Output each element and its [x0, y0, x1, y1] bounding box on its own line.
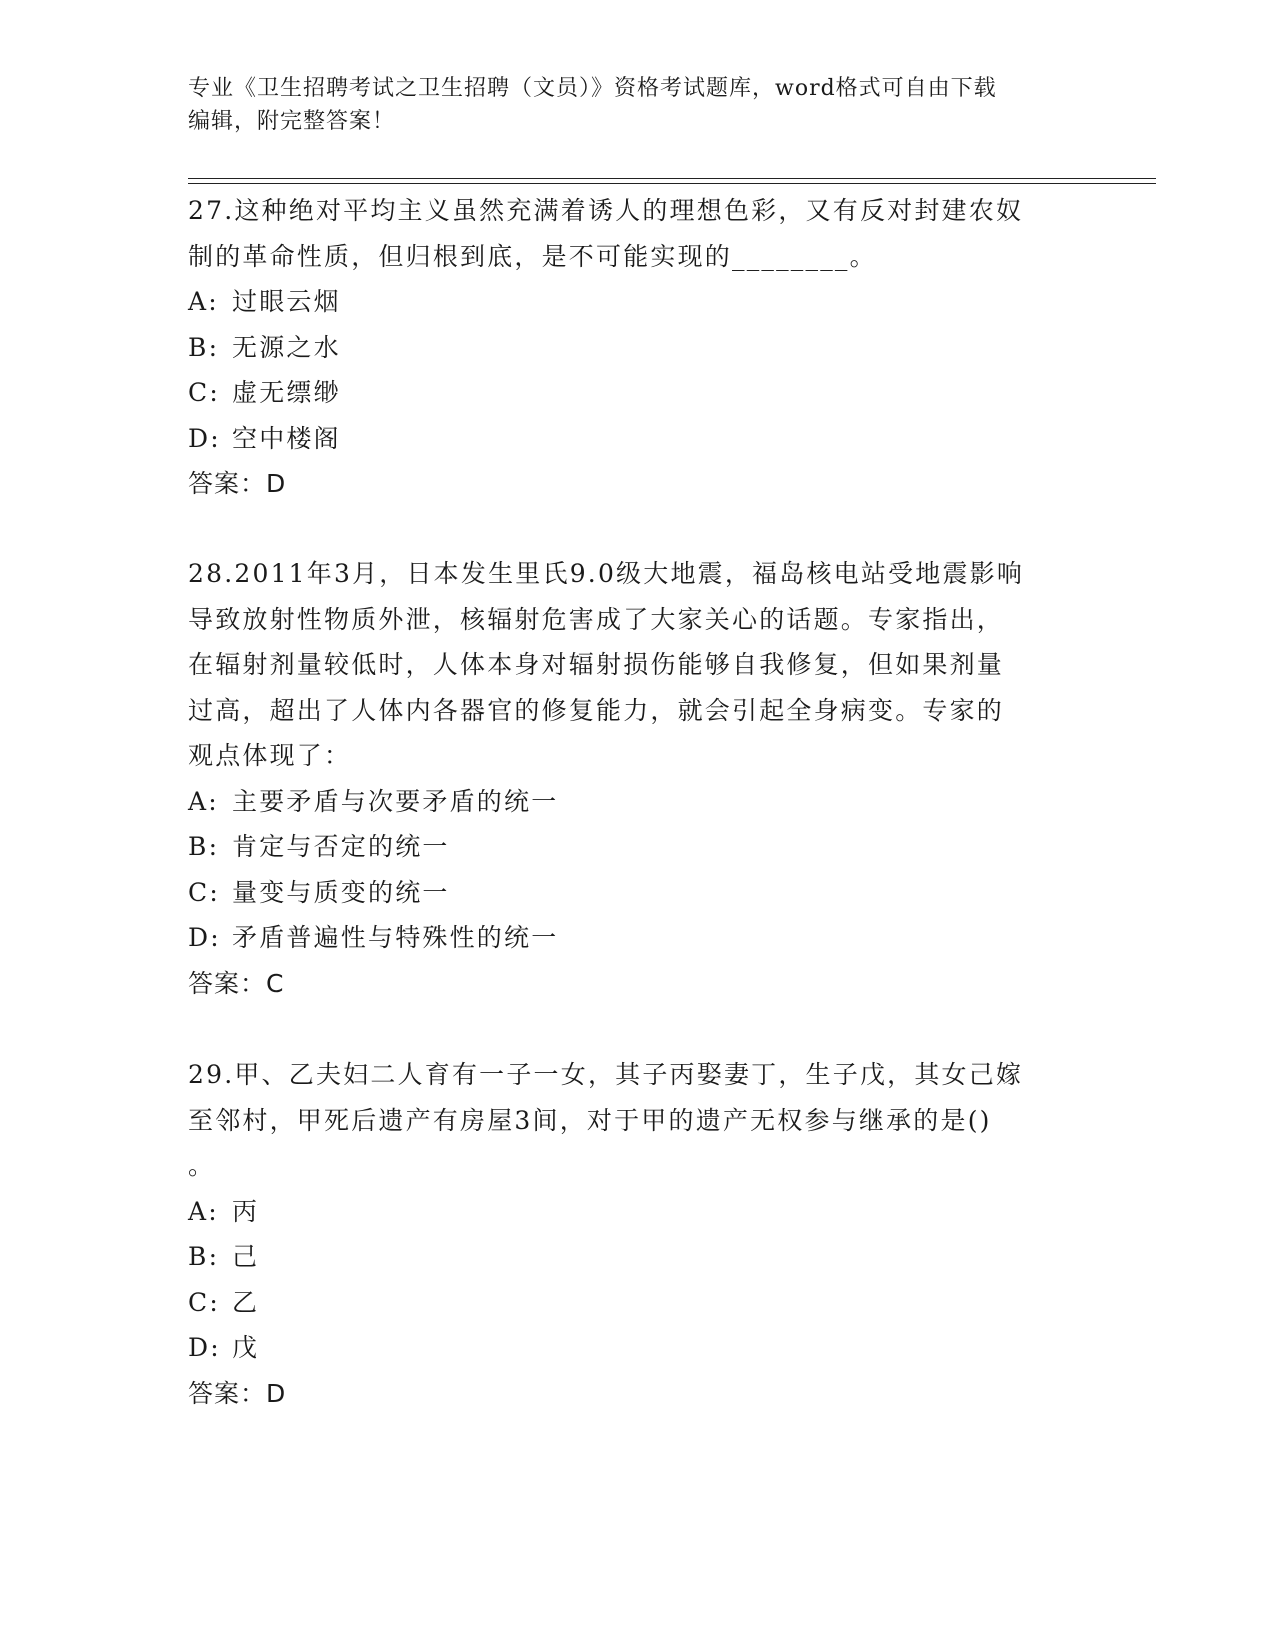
stem-line: 。 — [188, 1151, 216, 1180]
option-label: B: — [188, 332, 220, 362]
header-line-2: 编辑，附完整答案！ — [188, 109, 396, 134]
stem-line: 过高，超出了人体内各器官的修复能力，就会引起全身病变。专家的 — [188, 695, 1005, 725]
option-text: 己 — [232, 1242, 260, 1271]
option-text: 矛盾普遍性与特殊性的统一 — [232, 923, 559, 952]
question-stem — [188, 188, 1088, 279]
stem-line: 在辐射剂量较低时，人体本身对辐射损伤能够自我修复，但如果剂量 — [188, 650, 1005, 679]
option-text: 无源之水 — [232, 332, 341, 362]
header-divider-bottom — [188, 183, 1156, 184]
option-text: 虚无缥缈 — [232, 378, 341, 407]
option-text: 肯定与否定的统一 — [232, 832, 450, 861]
answer-line: 答案：C — [188, 968, 285, 998]
option-label: B: — [188, 832, 220, 861]
option-text: 戊 — [232, 1333, 260, 1362]
option-label: A: — [188, 287, 219, 316]
option-b — [188, 325, 1088, 371]
option-label: D: — [188, 423, 221, 453]
document-header — [188, 72, 1088, 138]
question-29 — [188, 1052, 1088, 1416]
question-stem — [188, 1052, 1088, 1189]
stem-line: 28.2011年3月，日本发生里氏9.0级大地震，福岛核电站受地震影响 — [188, 559, 1025, 588]
option-d — [188, 915, 1088, 961]
question-stem — [188, 551, 1088, 779]
answer-line: 答案：D — [188, 469, 287, 498]
question-28 — [188, 551, 1088, 1006]
option-d — [188, 1325, 1088, 1371]
stem-line: 至邻村，甲死后遗产有房屋3间，对于甲的遗产无权参与继承的是() — [188, 1105, 992, 1135]
stem-line: 观点体现了： — [188, 741, 352, 770]
option-label: D: — [188, 923, 221, 952]
option-d — [188, 416, 1088, 462]
option-b — [188, 824, 1088, 870]
header-divider-top — [188, 178, 1156, 179]
option-a — [188, 279, 1088, 325]
option-c — [188, 370, 1088, 416]
stem-line: 导致放射性物质外泄，核辐射危害成了大家关心的话题。专家指出， — [188, 604, 1005, 634]
option-label: D: — [188, 1333, 221, 1362]
question-27 — [188, 188, 1088, 507]
option-a — [188, 779, 1088, 825]
option-text: 量变与质变的统一 — [232, 877, 450, 907]
option-a — [188, 1189, 1088, 1235]
option-label: C: — [188, 877, 220, 907]
option-b — [188, 1234, 1088, 1280]
stem-line: 制的革命性质，但归根到底，是不可能实现的________。 — [188, 241, 877, 271]
option-label: A: — [188, 1196, 219, 1226]
option-label: C: — [188, 1287, 220, 1317]
option-text: 乙 — [232, 1287, 260, 1317]
option-label: B: — [188, 1242, 220, 1271]
option-c — [188, 870, 1088, 916]
header-line-1: 专业《卫生招聘考试之卫生招聘（文员）》资格考试题库，word格式可自由下载 — [188, 76, 997, 101]
stem-line: 29.甲、乙夫妇二人育有一子一女，其子丙娶妻丁，生子戊，其女己嫁 — [188, 1060, 1024, 1089]
option-text: 主要矛盾与次要矛盾的统一 — [232, 786, 559, 816]
option-c — [188, 1280, 1088, 1326]
answer-line: 答案：D — [188, 1378, 287, 1408]
option-label: C: — [188, 378, 220, 407]
option-label: A: — [188, 786, 219, 816]
option-text: 过眼云烟 — [232, 287, 341, 316]
stem-line: 27.这种绝对平均主义虽然充满着诱人的理想色彩，又有反对封建农奴 — [188, 196, 1024, 225]
option-text: 空中楼阁 — [232, 423, 341, 453]
option-text: 丙 — [232, 1196, 260, 1226]
